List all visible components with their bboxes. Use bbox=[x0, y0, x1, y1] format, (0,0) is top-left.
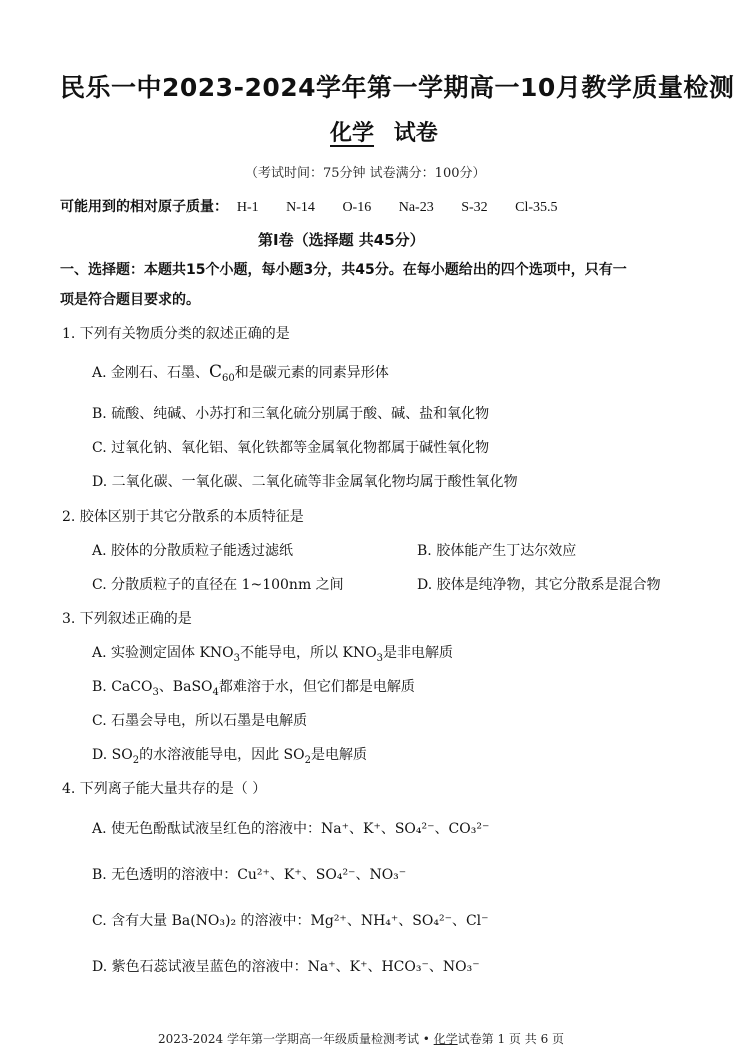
section-instruction: 项是符合题目要求的。 bbox=[60, 292, 200, 308]
option-c: C. 含有大量 Ba(NO₃)₂ 的溶液中：Mg²⁺、NH₄⁺、SO₄²⁻、Cl⁻ bbox=[92, 913, 489, 929]
atomic-mass-item: H-1 bbox=[236, 200, 259, 215]
atomic-mass-item: S-32 bbox=[461, 200, 488, 215]
option-d: D. $SO_2$的水溶液能导电，因此 $SO_2$是电解质 bbox=[92, 747, 367, 766]
footer-subject: 化学 bbox=[433, 1032, 458, 1046]
subtitle-suffix: 试卷 bbox=[393, 121, 438, 146]
option-d: D. 胶体是纯净物，其它分散系是混合物 bbox=[417, 577, 661, 593]
question-stem: 2. 胶体区别于其它分散系的本质特征是 bbox=[62, 509, 304, 525]
option-c: C. 石墨会导电，所以石墨是电解质 bbox=[92, 713, 308, 729]
question-stem: 3. 下列叙述正确的是 bbox=[62, 611, 192, 627]
option-d: D. 二氧化碳、一氧化碳、二氧化硫等非金属氧化物均属于酸性氧化物 bbox=[92, 474, 518, 490]
atomic-mass-item: O-16 bbox=[342, 200, 372, 215]
exam-title: 民乐一中2023-2024学年第一学期高一10月教学质量检测 bbox=[60, 73, 735, 102]
exam-subtitle bbox=[318, 116, 438, 147]
option-c: C. 分散质粒子的直径在 1~100nm 之间 bbox=[92, 577, 344, 593]
atomic-mass-item: N-14 bbox=[286, 200, 315, 215]
exam-info: （考试时间：75分钟 试卷满分：100分） bbox=[245, 166, 486, 181]
option-a: A. 使无色酚酞试液呈红色的溶液中：Na⁺、K⁺、SO₄²⁻、CO₃²⁻ bbox=[92, 821, 490, 837]
option-b: B. 无色透明的溶液中：Cu²⁺、K⁺、SO₄²⁻、NO₃⁻ bbox=[92, 867, 407, 883]
atomic-masses-label: 可能用到的相对原子质量： bbox=[60, 199, 228, 215]
section-instruction: 一、选择题：本题共15个小题，每小题3分，共45分。在每小题给出的四个选项中，只有一 bbox=[60, 262, 627, 278]
option-c: C. 过氧化钠、氧化铝、氧化铁都等金属氧化物都属于碱性氧化物 bbox=[92, 440, 490, 456]
atomic-mass-item: Na-23 bbox=[398, 200, 434, 215]
subject-name: 化学 bbox=[330, 121, 375, 146]
option-a: A. 胶体的分散质粒子能透过滤纸 bbox=[92, 543, 294, 559]
option-a: A. 金刚石、石墨、$C_{60}$和是碳元素的同素异形体 bbox=[92, 362, 389, 384]
option-a: A. 实验测定固体 $KNO_3$不能导电，所以 $KNO_3$是非电解质 bbox=[92, 645, 454, 664]
option-b: B. 硫酸、纯碱、小苏打和三氧化硫分别属于酸、碱、盐和氧化物 bbox=[92, 406, 490, 422]
atomic-mass-item: Cl-35.5 bbox=[515, 200, 558, 215]
option-b: B. 胶体能产生丁达尔效应 bbox=[417, 543, 577, 559]
page-footer: 2023-2024 学年第一学期高一年级质量检测考试 • 化学试卷第 1 页 共 6 页 bbox=[158, 1032, 565, 1046]
option-b: B. CaCO$_3$、BaSO$_4$都难溶于水，但它们都是电解质 bbox=[92, 679, 415, 698]
section-title: 第Ⅰ卷（选择题 共45分） bbox=[258, 231, 425, 249]
question-stem: 1. 下列有关物质分类的叙述正确的是 bbox=[62, 326, 290, 342]
option-d: D. 紫色石蕊试液呈蓝色的溶液中：Na⁺、K⁺、HCO₃⁻、NO₃⁻ bbox=[92, 959, 480, 975]
atomic-masses bbox=[60, 196, 582, 216]
question-stem: 4. 下列离子能大量共存的是（ ） bbox=[62, 781, 267, 797]
